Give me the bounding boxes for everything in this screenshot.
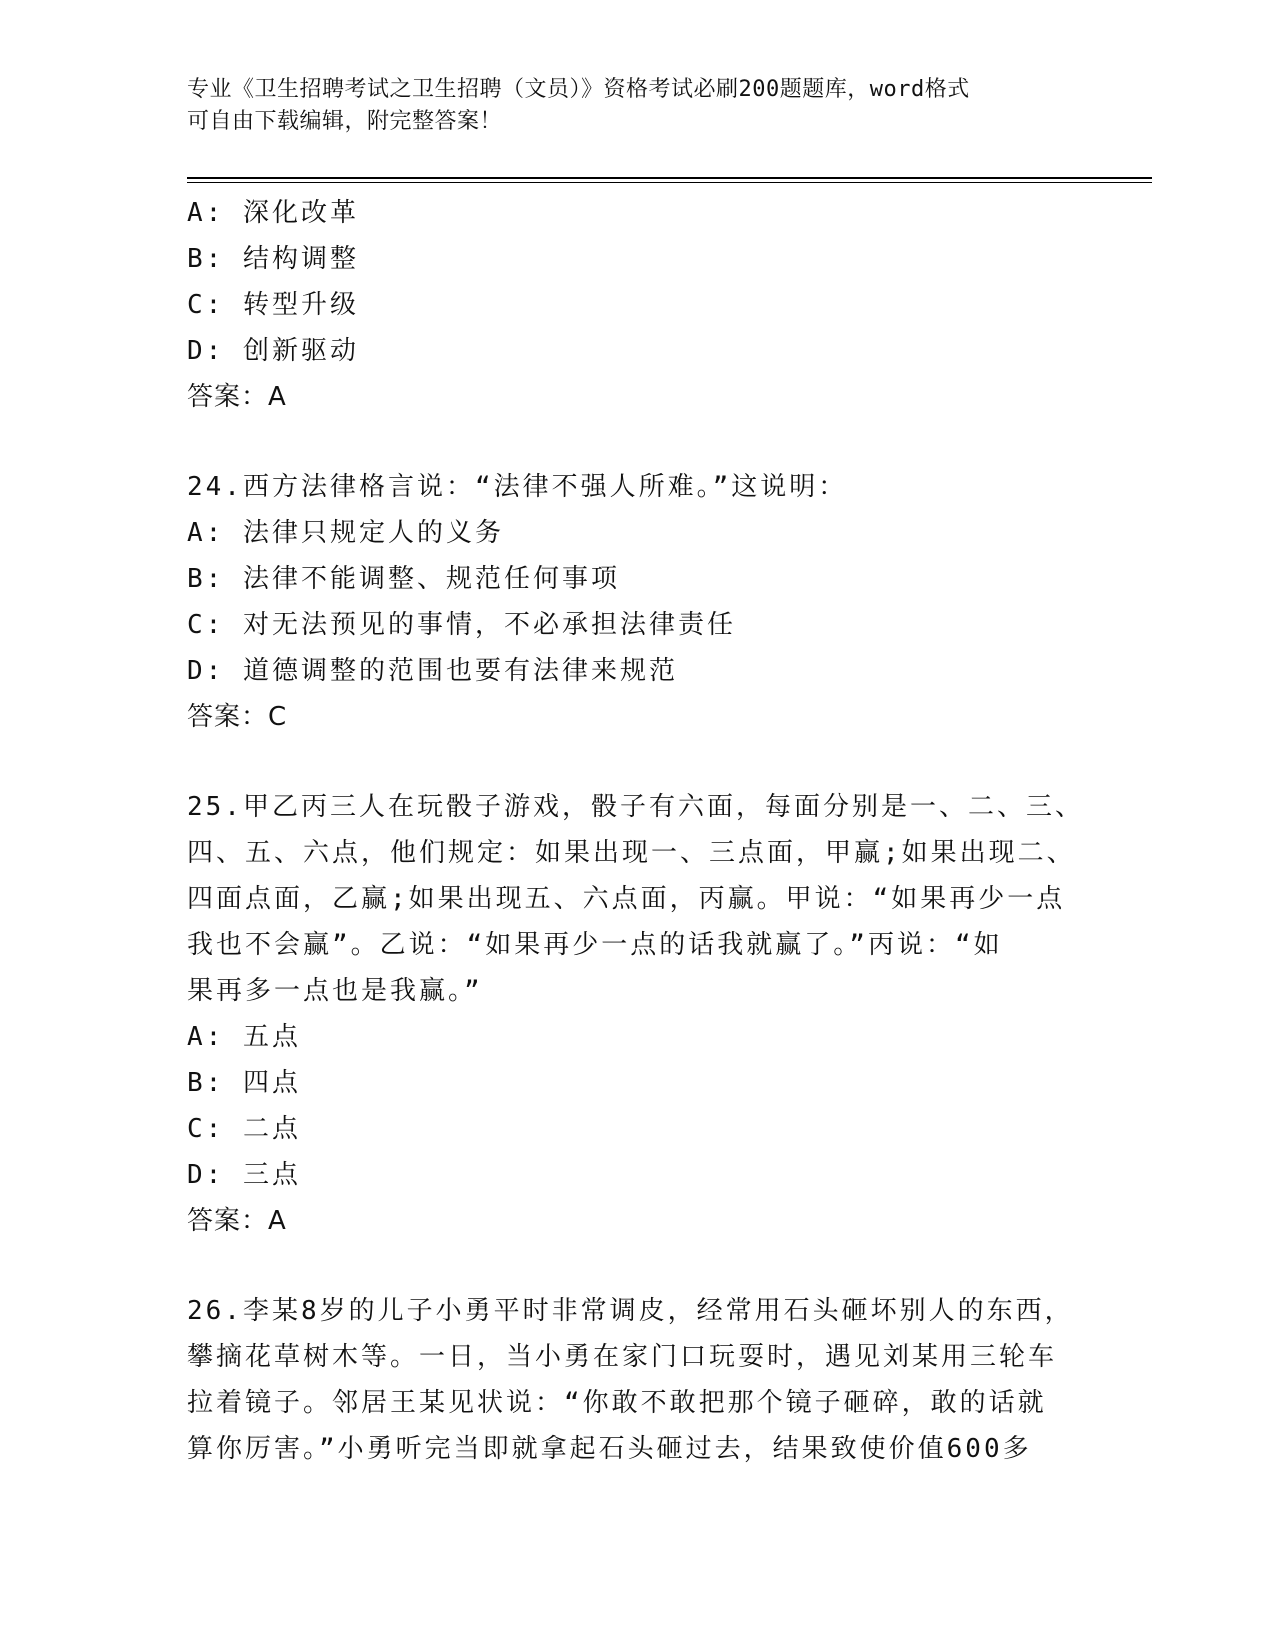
question-24 (187, 464, 1067, 740)
answer-line: 答案：A (187, 382, 287, 412)
question-stem-line: 四面点面，乙赢;如果出现五、六点面，丙赢。甲说：“如果再少一点 (187, 884, 1066, 914)
spacer (187, 420, 1067, 464)
option-c: C: 转型升级 (187, 290, 359, 320)
option-c: C: 二点 (187, 1114, 301, 1144)
question-stem-line: 25.甲乙丙三人在玩骰子游戏，骰子有六面，每面分别是一、二、三、 (187, 792, 1084, 822)
option-d: D: 创新驱动 (187, 336, 359, 366)
question-26 (187, 1288, 1074, 1472)
question-23 (187, 190, 1067, 420)
option-b: B: 法律不能调整、规范任何事项 (187, 564, 620, 594)
header-line-1: 专业《卫生招聘考试之卫生招聘（文员）》资格考试必刷200题题库，word格式 (187, 77, 970, 102)
spacer (187, 1244, 1067, 1288)
option-b: B: 结构调整 (187, 244, 359, 274)
question-content (187, 190, 1084, 1472)
question-stem-line: 算你厉害。”小勇听完当即就拿起石头砸过去，结果致使价值600多 (187, 1434, 1032, 1464)
header-rule-thin (187, 182, 1152, 183)
question-stem-line: 我也不会赢”。乙说：“如果再少一点的话我就赢了。”丙说：“如 (187, 930, 1003, 960)
option-a: A: 深化改革 (187, 198, 359, 228)
header-line-2: 可自由下载编辑，附完整答案！ (187, 109, 503, 134)
answer-line: 答案：A (187, 1206, 287, 1236)
option-d: D: 三点 (187, 1160, 301, 1190)
option-b: B: 四点 (187, 1068, 301, 1098)
header-rule-thick (187, 177, 1152, 179)
option-a: A: 法律只规定人的义务 (187, 518, 504, 548)
document-header (187, 74, 1067, 138)
answer-line: 答案：C (187, 702, 288, 732)
question-stem-line: 26.李某8岁的儿子小勇平时非常调皮，经常用石头砸坏别人的东西， (187, 1296, 1074, 1326)
question-stem-line: 24.西方法律格言说：“法律不强人所难。”这说明： (187, 472, 848, 502)
option-d: D: 道德调整的范围也要有法律来规范 (187, 656, 678, 686)
option-a: A: 五点 (187, 1022, 301, 1052)
question-stem-line: 拉着镜子。邻居王某见状说：“你敢不敢把那个镜子砸碎，敢的话就 (187, 1388, 1047, 1418)
question-stem-line: 攀摘花草树木等。一日，当小勇在家门口玩耍时，遇见刘某用三轮车 (187, 1342, 1058, 1372)
spacer (187, 740, 1067, 784)
question-25 (187, 784, 1084, 1244)
option-c: C: 对无法预见的事情，不必承担法律责任 (187, 610, 736, 640)
question-stem-line: 四、五、六点，他们规定：如果出现一、三点面，甲赢;如果出现二、 (187, 838, 1076, 868)
question-stem-line: 果再多一点也是我赢。” (187, 976, 483, 1006)
